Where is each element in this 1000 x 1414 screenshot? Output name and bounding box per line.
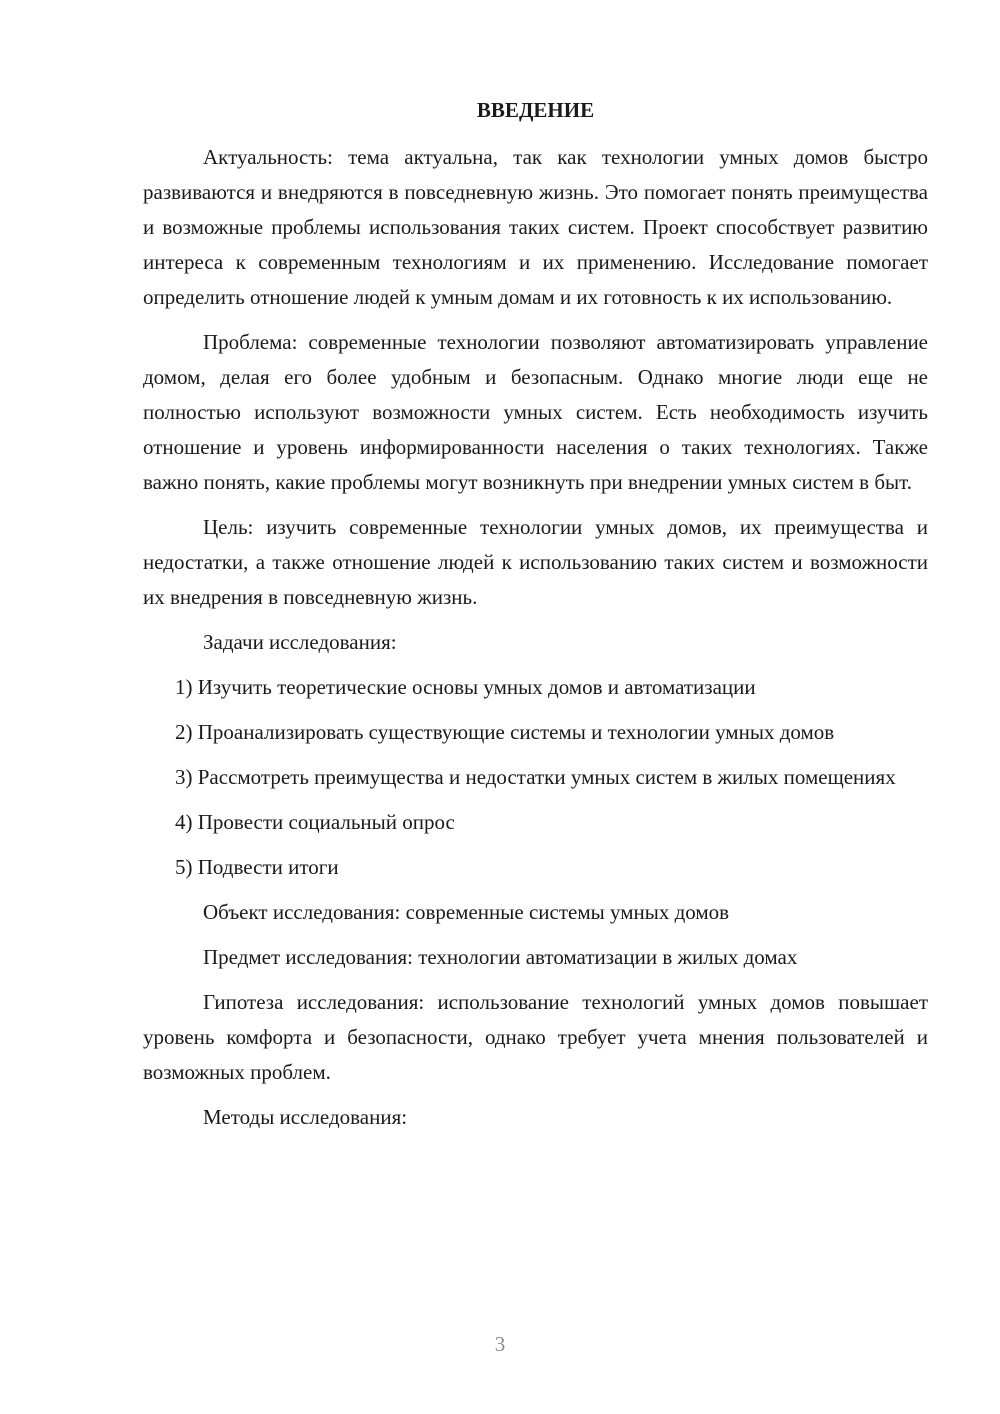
- paragraph-hypothesis: Гипотеза исследования: использование технологий умных домов повышает уровень комфорта и безопасности, однако требует учета мнения пользователей и возможных проблем.: [143, 990, 928, 1084]
- tasks-heading: Задачи исследования:: [203, 630, 397, 654]
- paragraph-problem: Проблема: современные технологии позволяют автоматизировать управление домом, делая его более удобным и безопасным. Однако многие люди еще не полностью используют возможности умных систем. Есть необходимость изучить отношение и уровень информированности населения о таких технологиях. Также важно понять, какие проблемы могут возникнуть при внедрении умных систем в быт.: [143, 330, 928, 494]
- task-item-2: 2) Проанализировать существующие системы и технологии умных домов: [175, 720, 835, 744]
- paragraph-goal: Цель: изучить современные технологии умных домов, их преимущества и недостатки, а также отношение людей к использованию таких систем и возможности их внедрения в повседневную жизнь.: [143, 515, 928, 609]
- task-item-1: 1) Изучить теоретические основы умных домов и автоматизации: [175, 675, 756, 699]
- task-item-4: 4) Провести социальный опрос: [175, 810, 455, 834]
- page-number: 3: [494, 1332, 506, 1356]
- paragraph-relevance: Актуальность: тема актуальна, так как технологии умных домов быстро развиваются и внедряются в повседневную жизнь. Это помогает понять преимущества и возможные проблемы использования таких систем. Проект способствует развитию интереса к современным технологиям и их применению. Исследование помогает определить отношение людей к умным домам и их готовность к их использованию.: [143, 145, 928, 309]
- section-title: ВВЕДЕНИЕ: [476, 98, 595, 122]
- task-item-5: 5) Подвести итоги: [175, 855, 339, 879]
- paragraph-subject: Предмет исследования: технологии автоматизации в жилых домах: [203, 945, 798, 969]
- paragraph-object: Объект исследования: современные системы умных домов: [203, 900, 730, 924]
- document-page: [143, 92, 928, 1145]
- task-item-3: 3) Рассмотреть преимущества и недостатки умных систем в жилых помещениях: [175, 765, 896, 789]
- methods-heading: Методы исследования:: [203, 1105, 408, 1129]
